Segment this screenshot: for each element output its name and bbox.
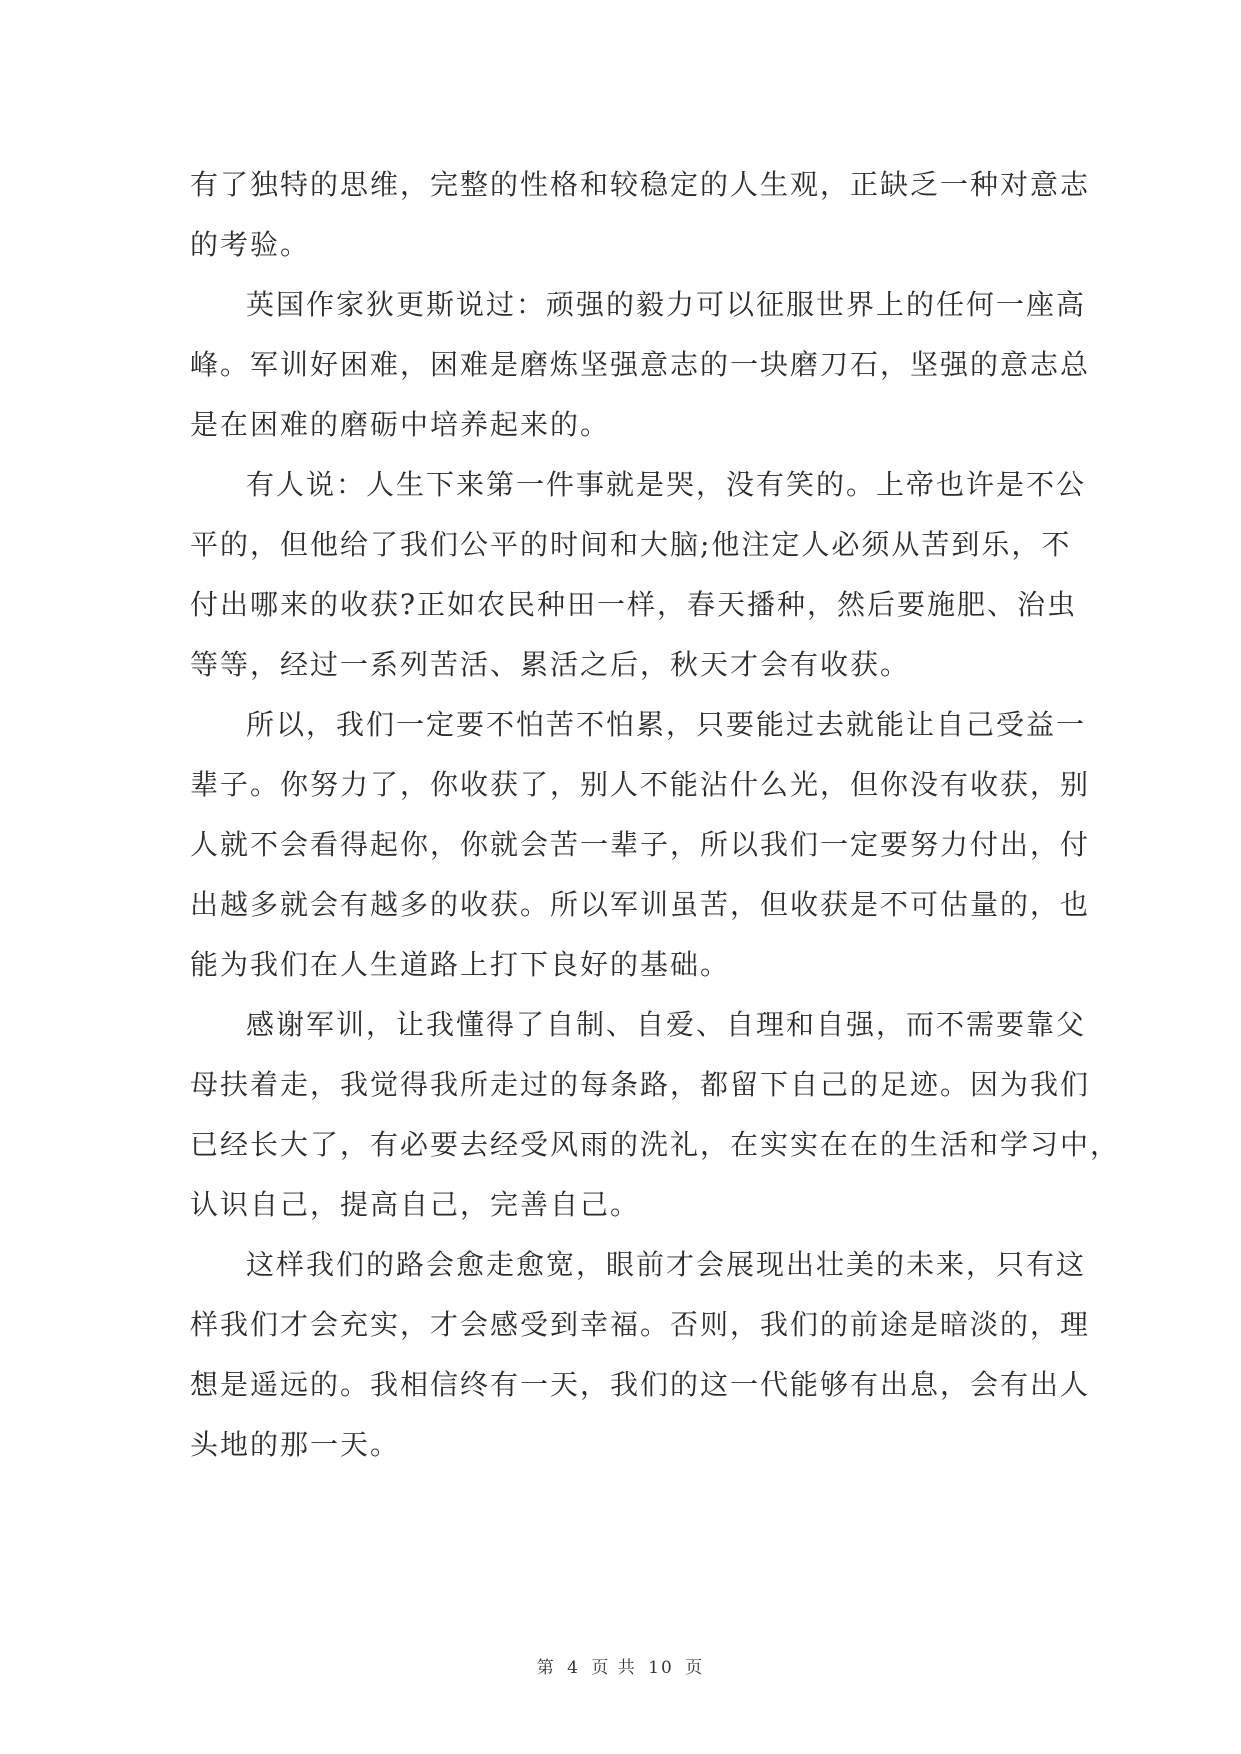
footer-suffix: 页 [685,1658,705,1678]
text-line: 已经长大了，有必要去经受风雨的洗礼，在实实在在的生活和学习中， [190,1128,1121,1161]
text-line: 认识自己，提高自己，完善自己。 [190,1188,641,1221]
text-line: 等等，经过一系列苦活、累活之后，秋天才会有收获。 [190,648,911,681]
text-line: 的考验。 [190,228,311,261]
footer-page-number: 4 [567,1658,580,1678]
text-line: 峰。军训好困难，困难是磨炼坚强意志的一块磨刀石，坚强的意志总 [190,348,1091,381]
text-line: 有了独特的思维，完整的性格和较稳定的人生观，正缺乏一种对意志 [190,168,1091,201]
text-line: 母扶着走，我觉得我所走过的每条路，都留下自己的足迹。因为我们 [190,1068,1091,1101]
text-line: 能为我们在人生道路上打下良好的基础。 [190,948,731,981]
text-line: 出越多就会有越多的收获。所以军训虽苦，但收获是不可估量的，也 [190,888,1091,921]
document-body [190,155,1121,1475]
text-line: 这样我们的路会愈走愈宽，眼前才会展现出壮美的未来，只有这 [246,1248,1087,1281]
text-line: 想是遥远的。我相信终有一天，我们的这一代能够有出息，会有出人 [190,1368,1091,1401]
footer-middle: 页 共 [591,1658,637,1678]
text-line: 有人说：人生下来第一件事就是哭，没有笑的。上帝也许是不公 [246,468,1087,501]
text-line: 头地的那一天。 [190,1428,401,1461]
text-line: 所以，我们一定要不怕苦不怕累，只要能过去就能让自己受益一 [246,708,1087,741]
page-footer [0,1653,1241,1678]
text-line: 英国作家狄更斯说过：顽强的毅力可以征服世界上的任何一座高 [246,288,1087,321]
text-line: 辈子。你努力了，你收获了，别人不能沾什么光，但你没有收获，别 [190,768,1091,801]
text-line: 平的，但他给了我们公平的时间和大脑;他注定人必须从苦到乐，不 [190,528,1072,561]
footer-total-pages: 10 [648,1658,674,1678]
text-line: 是在困难的磨砺中培养起来的。 [190,408,611,441]
text-line: 样我们才会充实，才会感受到幸福。否则，我们的前途是暗淡的，理 [190,1308,1091,1341]
footer-prefix: 第 [536,1658,556,1678]
text-line: 付出哪来的收获?正如农民种田一样，春天播种，然后要施肥、治虫 [190,588,1078,621]
text-line: 人就不会看得起你，你就会苦一辈子，所以我们一定要努力付出，付 [190,828,1091,861]
text-line: 感谢军训，让我懂得了自制、自爱、自理和自强，而不需要靠父 [246,1008,1087,1041]
